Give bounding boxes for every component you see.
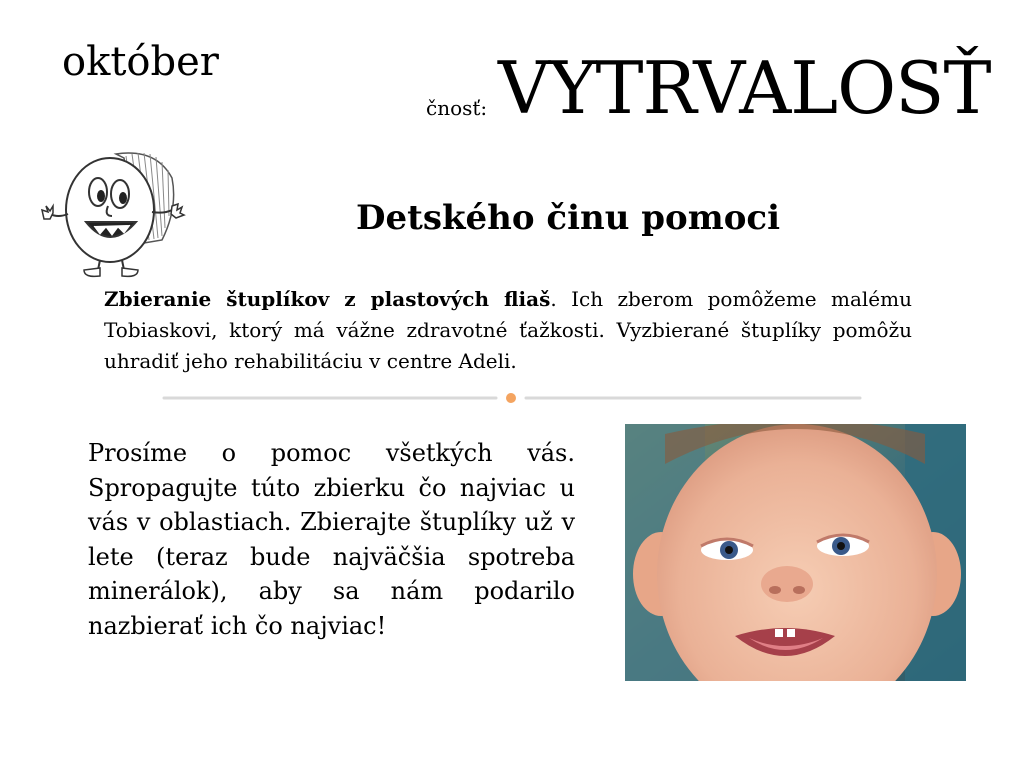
intro-text: . Ich zberom pomôžeme malému Tobiaskovi, ktorý má vážne zdravotné ťažkosti. Vyzbierané štuplíky pomôžu uhradiť jeho rehabilitáciu v centre Adeli.	[104, 287, 912, 373]
appeal-paragraph: Prosíme o pomoc všetkých vás. Spropagujte túto zbierku čo najviac u vás v oblastiach. Zbierajte štuplíky už v lete (teraz bude najväčšia spotreba minerálok), aby sa nám podarilo nazbierať ich čo najviac!	[88, 439, 575, 640]
bottle-cap-mascot-icon	[38, 148, 188, 280]
intro-paragraph	[104, 284, 912, 377]
divider-dot	[506, 393, 516, 403]
virtue-label: čnosť:	[426, 96, 488, 120]
virtue-title: VYTRVALOSŤ	[498, 46, 991, 130]
subtitle: Detského činu pomoci	[356, 198, 781, 238]
divider	[162, 390, 862, 406]
child-portrait-photo	[625, 424, 966, 681]
intro-bold-lead: Zbieranie štuplíkov z plastových fliaš	[104, 287, 551, 311]
month-label: október	[62, 39, 219, 85]
